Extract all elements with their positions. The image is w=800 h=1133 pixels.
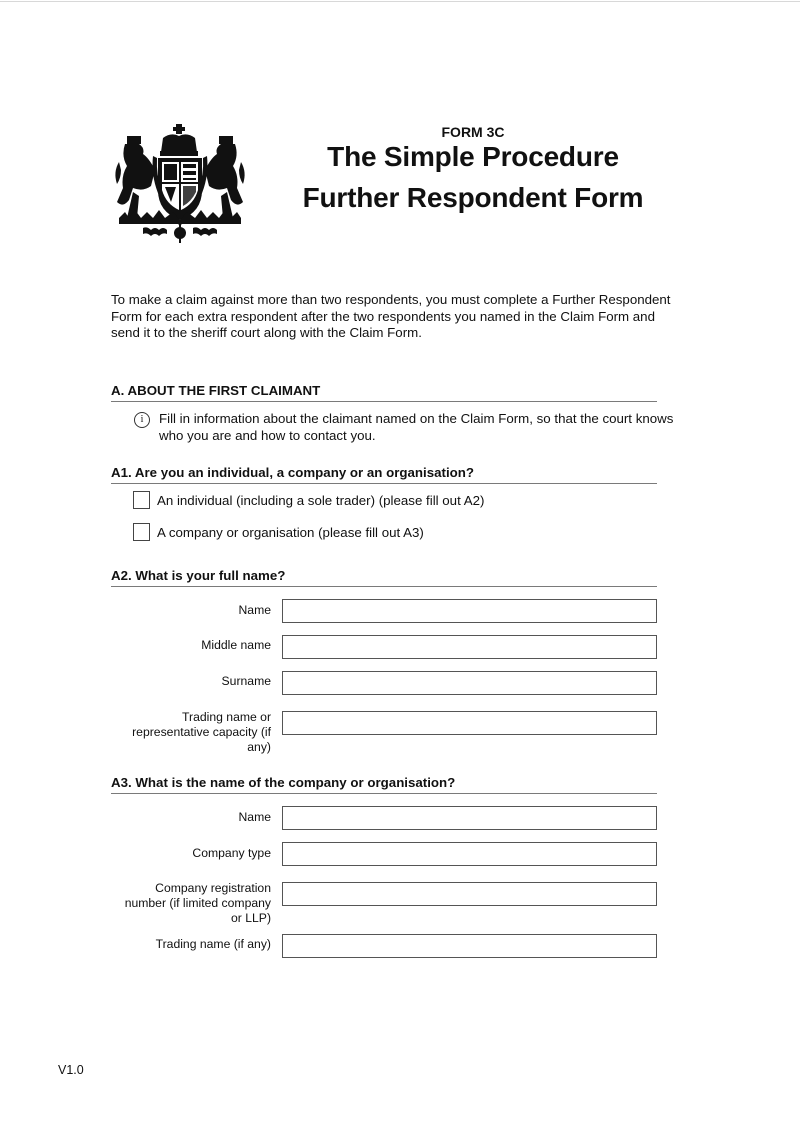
- section-a-info-text: Fill in information about the claimant named on the Claim Form, so that the court knows who you are and how to contact you.: [159, 411, 674, 443]
- section-a-info: [134, 411, 674, 444]
- a1-option-company[interactable]: [133, 523, 424, 541]
- a2-surname-label: Surname: [221, 674, 271, 688]
- form-code: FORM 3C: [441, 124, 505, 140]
- section-a-heading: A. ABOUT THE FIRST CLAIMANT: [111, 383, 657, 402]
- a3-registration-number-label: Company registration number (if limited company or LLP): [124, 881, 271, 925]
- a2-trading-name-label: Trading name or representative capacity (if any): [132, 710, 271, 754]
- a3-company-type-label: Company type: [192, 846, 271, 860]
- a3-trading-name-label: Trading name (if any): [155, 937, 271, 951]
- checkbox-individual[interactable]: [133, 491, 150, 509]
- a3-trading-name-input[interactable]: [282, 934, 657, 958]
- a1-option-company-label: A company or organisation (please fill out A3): [157, 524, 424, 540]
- info-icon: i: [134, 412, 150, 428]
- a2-name-label: Name: [238, 603, 271, 617]
- a3-company-type-input[interactable]: [282, 842, 657, 866]
- checkbox-company[interactable]: [133, 523, 150, 541]
- a3-name-label: Name: [238, 810, 271, 824]
- a1-option-individual[interactable]: [133, 491, 484, 509]
- version-label: V1.0: [58, 1063, 84, 1077]
- intro-paragraph: To make a claim against more than two respondents, you must complete a Further Respondent Form for each extra respondent after the two respondents you named in the Claim Form and send it to the sheriff court along with the Claim Form.: [111, 292, 671, 340]
- a1-option-individual-label: An individual (including a sole trader) (please fill out A2): [157, 492, 485, 508]
- a3-heading: A3. What is the name of the company or organisation?: [111, 775, 657, 794]
- form-title-line-1: The Simple Procedure: [327, 141, 619, 172]
- royal-coat-of-arms-logo: [113, 122, 247, 244]
- a3-name-input[interactable]: [282, 806, 657, 830]
- a2-surname-input[interactable]: [282, 671, 657, 695]
- a2-name-input[interactable]: [282, 599, 657, 623]
- a3-registration-number-input[interactable]: [282, 882, 657, 906]
- form-title-line-2: Further Respondent Form: [302, 182, 644, 213]
- a1-heading: A1. Are you an individual, a company or an organisation?: [111, 465, 657, 484]
- a2-middle-name-label: Middle name: [201, 638, 271, 652]
- page-top-edge: [0, 1, 800, 2]
- a2-heading: A2. What is your full name?: [111, 568, 657, 587]
- a2-middle-name-input[interactable]: [282, 635, 657, 659]
- a2-trading-name-input[interactable]: [282, 711, 657, 735]
